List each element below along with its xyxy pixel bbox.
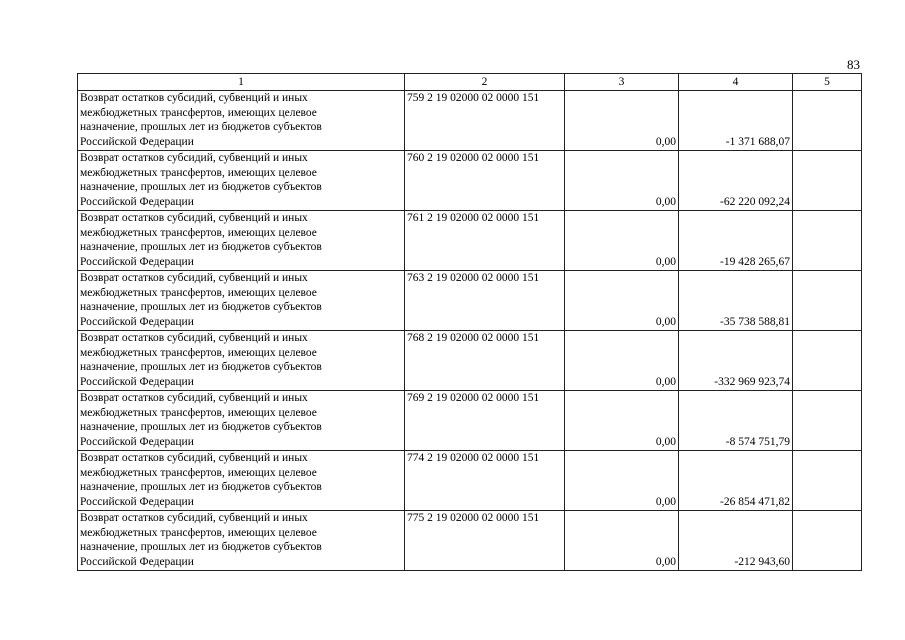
column-3-value: 0,00: [565, 271, 679, 331]
column-header-4: 4: [679, 74, 793, 91]
column-4-value: -26 854 471,82: [679, 451, 793, 511]
page-number: 83: [847, 57, 860, 72]
column-3-value: 0,00: [565, 331, 679, 391]
budget-table: [77, 73, 862, 571]
column-header-1: 1: [78, 74, 405, 91]
column-header-3: 3: [565, 74, 679, 91]
budget-classification-code: 768 2 19 02000 02 0000 151: [405, 331, 565, 391]
column-4-value: -1 371 688,07: [679, 91, 793, 151]
column-3-value: 0,00: [565, 451, 679, 511]
row-description: Возврат остатков субсидий, субвенций и иных межбюджетных трансфертов, имеющих целевое назначение, прошлых лет из бюджетов субъектов Российской Федерации: [78, 271, 405, 331]
budget-classification-code: 775 2 19 02000 02 0000 151: [405, 511, 565, 571]
column-5-value: [793, 331, 862, 391]
budget-classification-code: 759 2 19 02000 02 0000 151: [405, 91, 565, 151]
table-row: [78, 511, 862, 571]
budget-classification-code: 763 2 19 02000 02 0000 151: [405, 271, 565, 331]
table-header-row: [78, 74, 862, 91]
column-4-value: -212 943,60: [679, 511, 793, 571]
column-5-value: [793, 511, 862, 571]
budget-classification-code: 761 2 19 02000 02 0000 151: [405, 211, 565, 271]
column-3-value: 0,00: [565, 151, 679, 211]
row-description: Возврат остатков субсидий, субвенций и иных межбюджетных трансфертов, имеющих целевое назначение, прошлых лет из бюджетов субъектов Российской Федерации: [78, 451, 405, 511]
column-4-value: -8 574 751,79: [679, 391, 793, 451]
column-5-value: [793, 91, 862, 151]
table-row: [78, 331, 862, 391]
column-3-value: 0,00: [565, 211, 679, 271]
column-4-value: -62 220 092,24: [679, 151, 793, 211]
row-description: Возврат остатков субсидий, субвенций и иных межбюджетных трансфертов, имеющих целевое назначение, прошлых лет из бюджетов субъектов Российской Федерации: [78, 211, 405, 271]
row-description: Возврат остатков субсидий, субвенций и иных межбюджетных трансфертов, имеющих целевое назначение, прошлых лет из бюджетов субъектов Российской Федерации: [78, 91, 405, 151]
table-row: [78, 271, 862, 331]
column-5-value: [793, 151, 862, 211]
column-5-value: [793, 391, 862, 451]
budget-classification-code: 774 2 19 02000 02 0000 151: [405, 451, 565, 511]
row-description: Возврат остатков субсидий, субвенций и иных межбюджетных трансфертов, имеющих целевое назначение, прошлых лет из бюджетов субъектов Российской Федерации: [78, 151, 405, 211]
column-4-value: -332 969 923,74: [679, 331, 793, 391]
row-description: Возврат остатков субсидий, субвенций и иных межбюджетных трансфертов, имеющих целевое назначение, прошлых лет из бюджетов субъектов Российской Федерации: [78, 511, 405, 571]
row-description: Возврат остатков субсидий, субвенций и иных межбюджетных трансфертов, имеющих целевое назначение, прошлых лет из бюджетов субъектов Российской Федерации: [78, 331, 405, 391]
column-4-value: -19 428 265,67: [679, 211, 793, 271]
column-header-5: 5: [793, 74, 862, 91]
table-row: [78, 211, 862, 271]
column-3-value: 0,00: [565, 511, 679, 571]
column-5-value: [793, 271, 862, 331]
row-description: Возврат остатков субсидий, субвенций и иных межбюджетных трансфертов, имеющих целевое назначение, прошлых лет из бюджетов субъектов Российской Федерации: [78, 391, 405, 451]
table-row: [78, 451, 862, 511]
column-header-2: 2: [405, 74, 565, 91]
column-3-value: 0,00: [565, 91, 679, 151]
table-row: [78, 151, 862, 211]
table-row: [78, 391, 862, 451]
column-4-value: -35 738 588,81: [679, 271, 793, 331]
table-row: [78, 91, 862, 151]
column-5-value: [793, 211, 862, 271]
column-5-value: [793, 451, 862, 511]
column-3-value: 0,00: [565, 391, 679, 451]
budget-classification-code: 760 2 19 02000 02 0000 151: [405, 151, 565, 211]
budget-classification-code: 769 2 19 02000 02 0000 151: [405, 391, 565, 451]
